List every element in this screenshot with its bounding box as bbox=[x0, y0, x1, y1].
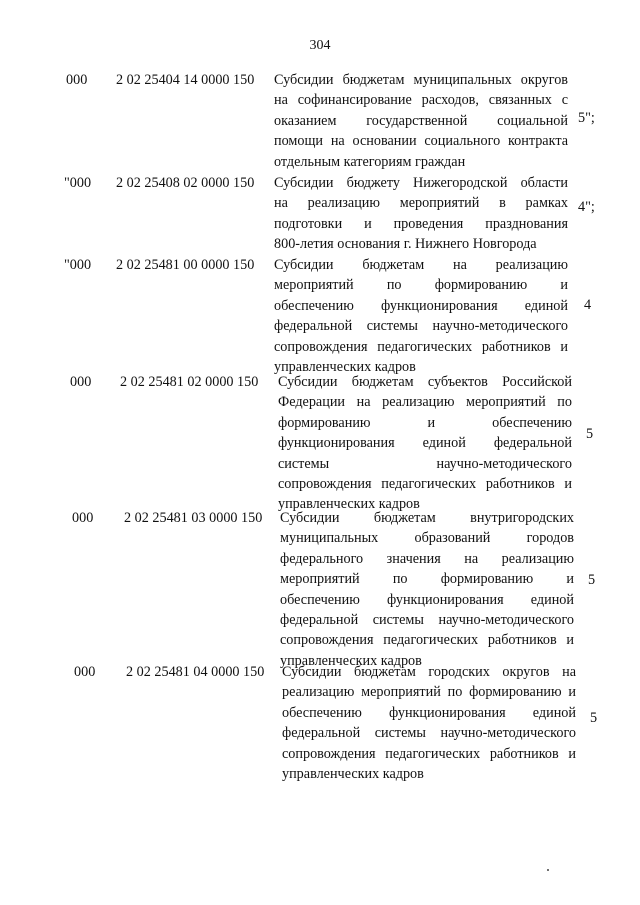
norm-value: 4 bbox=[584, 297, 592, 313]
revenue-name-line: сопровождения педагогических работников и bbox=[278, 475, 572, 492]
revenue-name-line: подготовки и проведения празднования bbox=[274, 215, 568, 232]
revenue-name-line: обеспечению функционирования единой bbox=[280, 591, 574, 608]
revenue-name-line: на софинансирование расходов, связанных с bbox=[274, 92, 568, 109]
budget-classification-code: 2 02 25408 02 0000 150 bbox=[116, 175, 255, 191]
revenue-name-line: Субсидии бюджету Нижегородской области bbox=[274, 175, 568, 191]
revenue-name-line: формированию и обеспечению bbox=[278, 414, 572, 431]
admin-code: 000 bbox=[72, 510, 94, 526]
revenue-name bbox=[278, 372, 572, 515]
budget-classification-code: 2 02 25481 03 0000 150 bbox=[124, 510, 263, 526]
revenue-name-line: Субсидии бюджетам городских округов на bbox=[282, 664, 576, 680]
revenue-name bbox=[274, 70, 568, 172]
revenue-name-line: функционирования единой федеральной bbox=[278, 435, 572, 452]
admin-code: "000 bbox=[64, 175, 92, 191]
norm-value: 4"; bbox=[578, 199, 595, 215]
budget-classification-code: 2 02 25481 00 0000 150 bbox=[116, 257, 255, 273]
norm-value: 5"; bbox=[578, 110, 595, 126]
revenue-name bbox=[282, 662, 576, 784]
revenue-name-line: Субсидии бюджетам внутригородских bbox=[280, 510, 574, 526]
revenue-name bbox=[274, 255, 568, 377]
revenue-name-line: муниципальных образований городов bbox=[280, 530, 574, 547]
revenue-name-line: федерального значения на реализацию bbox=[280, 550, 574, 567]
budget-classification-code: 2 02 25404 14 0000 150 bbox=[116, 72, 255, 88]
revenue-name-line: обеспечению функционирования единой bbox=[274, 297, 568, 314]
revenue-name-line: Федерации на реализацию мероприятий по bbox=[278, 394, 572, 411]
revenue-name-line: сопровождения педагогических работников и bbox=[282, 745, 576, 762]
admin-code: "000 bbox=[64, 257, 92, 273]
revenue-name-line: сопровождения педагогических работников и bbox=[274, 338, 568, 355]
budget-classification-code: 2 02 25481 02 0000 150 bbox=[120, 374, 259, 390]
revenue-name-line: федеральной системы научно-методического bbox=[280, 611, 574, 628]
admin-code: 000 bbox=[70, 374, 92, 390]
revenue-name-line: мероприятий по формированию и bbox=[280, 571, 574, 588]
revenue-name-line: оказанием государственной социальной bbox=[274, 112, 568, 129]
norm-value: 5 bbox=[586, 426, 594, 442]
revenue-name-line: федеральной системы научно-методического bbox=[274, 318, 568, 335]
revenue-name-line: федеральной системы научно-методического bbox=[282, 725, 576, 742]
norm-value: 5 bbox=[590, 710, 598, 726]
revenue-name-line: Субсидии бюджетам субъектов Российской bbox=[278, 374, 572, 390]
revenue-name-line: сопровождения педагогических работников и bbox=[280, 632, 574, 649]
revenue-name-line: Субсидии бюджетам муниципальных округов bbox=[274, 72, 568, 88]
revenue-name-line: управленческих кадров bbox=[278, 496, 420, 513]
revenue-name bbox=[280, 508, 574, 671]
revenue-name-line: реализацию мероприятий по формированию и bbox=[282, 684, 576, 701]
page-number: 304 bbox=[309, 38, 331, 53]
revenue-name-line: Субсидии бюджетам на реализацию bbox=[274, 257, 568, 273]
revenue-name-line: обеспечению функционирования единой bbox=[282, 704, 576, 721]
revenue-name-line: управленческих кадров bbox=[282, 765, 424, 782]
revenue-name bbox=[274, 173, 568, 255]
revenue-name-line: на реализацию мероприятий в рамках bbox=[274, 195, 568, 212]
admin-code: 000 bbox=[74, 664, 96, 680]
revenue-name-line: системы научно-методического bbox=[278, 455, 572, 472]
revenue-name-line: управленческих кадров bbox=[274, 358, 416, 375]
scan-speck bbox=[547, 869, 549, 871]
revenue-name-line: 800-летия основания г. Нижнего Новгорода bbox=[274, 236, 537, 253]
budget-classification-code: 2 02 25481 04 0000 150 bbox=[126, 664, 265, 680]
revenue-name-line: управленческих кадров bbox=[280, 652, 422, 669]
admin-code: 000 bbox=[66, 72, 88, 88]
revenue-name-line: помощи на основании социального контракта bbox=[274, 133, 568, 150]
revenue-name-line: мероприятий по формированию и bbox=[274, 277, 568, 294]
revenue-name-line: отдельным категориям граждан bbox=[274, 153, 466, 170]
norm-value: 5 bbox=[588, 572, 596, 588]
